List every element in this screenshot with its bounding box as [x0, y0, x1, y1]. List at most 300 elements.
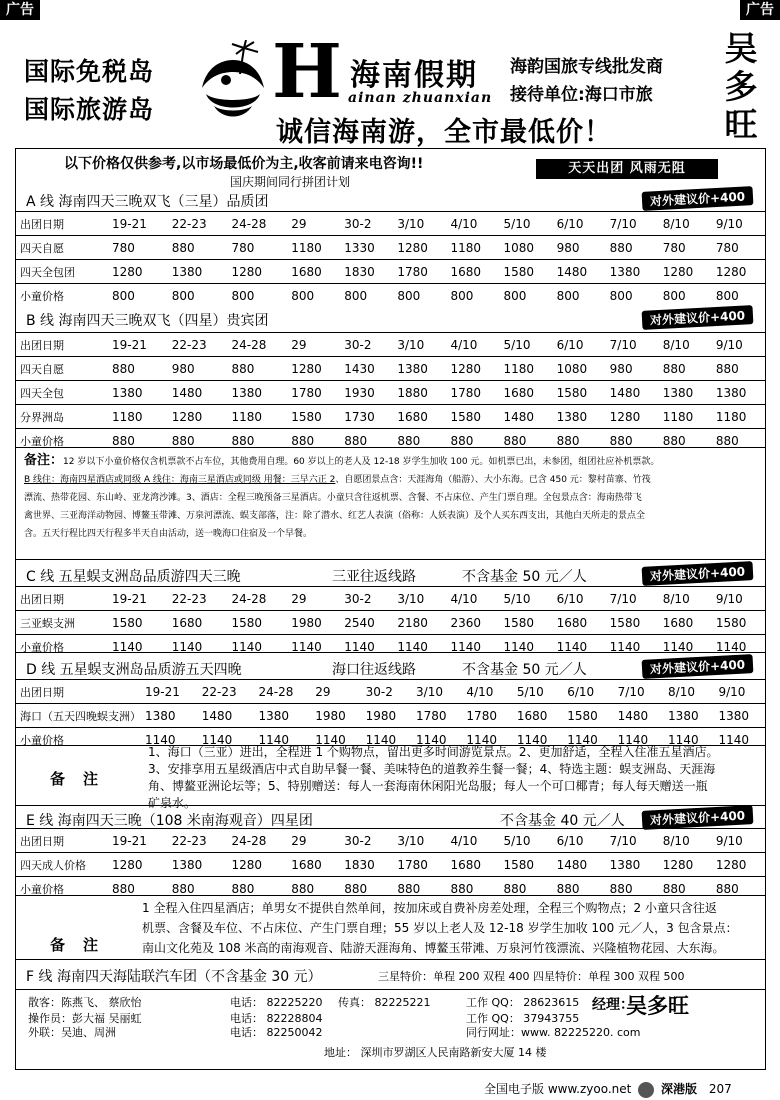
- price-cell: 1280: [227, 260, 287, 284]
- route-d-note-line: 角、博鳌亚洲论坛等；5、特别赠送：每人一套海南休闲阳光岛服；每人一个可口椰青；每人每天赠送一瓶: [148, 779, 708, 793]
- price-cell: 9/10: [712, 333, 765, 357]
- price-cell: 1580: [108, 611, 168, 635]
- route-d-title: D 线 五星蜈支洲岛品质游五天四晚: [26, 662, 242, 678]
- price-cell: 30-2: [362, 680, 412, 704]
- qq-1: 工作 QQ： 28623615: [466, 996, 580, 1009]
- price-cell: 1380: [393, 357, 446, 381]
- table-row: [16, 405, 765, 429]
- price-cell: 1680: [659, 611, 712, 635]
- price-cell: 30-2: [340, 587, 393, 611]
- price-cell: 780: [108, 236, 168, 260]
- price-cell: 880: [108, 877, 168, 901]
- price-cell: 1480: [614, 704, 664, 728]
- price-cell: 1140: [254, 728, 311, 752]
- price-cell: 800: [393, 284, 446, 308]
- route-e-notes-label: 备注: [50, 936, 117, 954]
- price-cell: 7/10: [606, 587, 659, 611]
- price-cell: 1180: [108, 405, 168, 429]
- notes-title: 备注：: [24, 453, 64, 468]
- price-cell: 1080: [553, 357, 606, 381]
- table-row: [16, 212, 765, 236]
- price-cell: 1180: [659, 405, 712, 429]
- notes-line-1: 12 岁以下小童价格仅含机票款不占车位，其他费用自理。60 岁以上的老人及 12-18 岁学生加收 100 元。如机票已出，未参团，组团社应补机票款。: [63, 457, 660, 467]
- zyoo-logo-icon: [638, 1082, 654, 1098]
- price-cell: 880: [446, 429, 499, 453]
- price-cell: 1380: [606, 260, 659, 284]
- qq-2: 工作 QQ： 37943755: [466, 1012, 580, 1025]
- price-cell: 22-23: [168, 829, 228, 853]
- ad-label-right: 广告: [740, 0, 780, 20]
- notes-line-3: 漂流、热带花园、东山岭、亚龙湾沙滩。3、酒店：全程三晚预备三星酒店。小童只含往返机票、含餐、不占床位、产生门票自理。全包景点含：海南热带飞: [24, 493, 642, 503]
- route-f-title: F 线 海南四天海陆联汽车团（不含基金 30 元）: [26, 969, 322, 985]
- price-cell: 1980: [362, 704, 412, 728]
- price-cell: 1580: [553, 381, 606, 405]
- price-cell: 880: [393, 877, 446, 901]
- route-c: [16, 559, 765, 654]
- price-cell: 880: [659, 357, 712, 381]
- route-e-title: E 线 海南四天三晚（108 米南海观音）四星团: [26, 813, 313, 829]
- price-cell: 1140: [553, 635, 606, 659]
- header: [0, 22, 780, 146]
- table-row: [16, 381, 765, 405]
- price-cell: 880: [340, 877, 393, 901]
- price-cell: 6/10: [553, 829, 606, 853]
- price-cell: 1140: [362, 728, 412, 752]
- footer-site: 全国电子版 www.zyoo.net: [484, 1082, 632, 1096]
- price-cell: 19-21: [141, 680, 198, 704]
- price-cell: 1140: [446, 635, 499, 659]
- price-cell: 880: [446, 877, 499, 901]
- route-d-notes-text: [148, 744, 719, 812]
- table-row: [16, 680, 765, 704]
- row-label: 小童价格: [16, 877, 108, 901]
- ad-label-left: 广告: [0, 0, 40, 20]
- price-cell: 1280: [108, 853, 168, 877]
- table-row: [16, 704, 765, 728]
- price-notice: 以下价格仅供参考,以市场最低价为主,收客前请来电咨询!!: [64, 156, 424, 172]
- price-cell: 1680: [168, 611, 228, 635]
- price-cell: 1680: [287, 853, 340, 877]
- price-cell: 30-2: [340, 212, 393, 236]
- price-cell: 1480: [553, 260, 606, 284]
- price-cell: 4/10: [446, 587, 499, 611]
- price-cell: 880: [553, 877, 606, 901]
- retail-names: 陈燕飞、 蔡欣怡: [61, 996, 142, 1009]
- price-cell: 19-21: [108, 212, 168, 236]
- price-cell: 6/10: [553, 333, 606, 357]
- price-cell: 800: [712, 284, 765, 308]
- notes-hotel-line: B 线住：海南四星酒店或同级 A 线住：海南三星酒店或同级 用餐：三早六正 2: [24, 475, 336, 485]
- price-cell: 24-28: [227, 587, 287, 611]
- row-label: 出团日期: [16, 680, 141, 704]
- price-cell: 9/10: [712, 587, 765, 611]
- route-d-note-line: 矿泉水。: [148, 796, 197, 810]
- price-cell: 1330: [340, 236, 393, 260]
- slogan-duty-free: 国际免税岛: [24, 57, 155, 86]
- price-cell: 1580: [227, 611, 287, 635]
- price-cell: 3/10: [393, 829, 446, 853]
- route-e: [16, 805, 765, 896]
- price-cell: 880: [227, 357, 287, 381]
- price-cell: 1380: [606, 853, 659, 877]
- table-row: [16, 635, 765, 659]
- price-cell: 1580: [712, 611, 765, 635]
- price-cell: 1180: [500, 357, 553, 381]
- price-cell: 29: [311, 680, 361, 704]
- route-d-fund: 不含基金 50 元／人: [462, 662, 587, 678]
- price-cell: 1140: [500, 635, 553, 659]
- route-a-table: [16, 211, 765, 308]
- notes-line-2: 、自愿团景点含：天涯海角（船游）、大小东海。已含 450 元：黎村苗寨、竹筏: [335, 475, 651, 485]
- price-cell: 1580: [563, 704, 613, 728]
- price-cell: 24-28: [227, 333, 287, 357]
- price-cell: 29: [287, 829, 340, 853]
- price-cell: 880: [712, 357, 765, 381]
- price-cell: 1680: [287, 260, 340, 284]
- price-cell: 880: [393, 429, 446, 453]
- price-cell: 780: [659, 236, 712, 260]
- price-cell: 3/10: [393, 333, 446, 357]
- price-cell: 1780: [412, 704, 462, 728]
- route-d: [16, 652, 765, 747]
- price-cell: 1880: [393, 381, 446, 405]
- price-cell: 1430: [340, 357, 393, 381]
- phone-1: 电话： 82225220: [230, 996, 323, 1009]
- row-label: 出团日期: [16, 333, 108, 357]
- price-cell: 1380: [712, 381, 765, 405]
- liaison-names: 吴迪、周洲: [61, 1026, 116, 1039]
- price-cell: 1280: [393, 236, 446, 260]
- price-cell: 1140: [664, 728, 714, 752]
- price-cell: 800: [340, 284, 393, 308]
- daily-departure-stamp: 天天出团 风雨无阻: [536, 159, 718, 179]
- price-cell: 1780: [446, 381, 499, 405]
- price-cell: 1380: [664, 704, 714, 728]
- row-label: 小童价格: [16, 284, 108, 308]
- brand-name-en: ainan zhuanxian: [348, 90, 493, 106]
- route-b-notes: [16, 447, 765, 543]
- route-c-fund: 不含基金 50 元／人: [462, 569, 587, 585]
- price-sheet: [15, 148, 766, 1070]
- price-cell: 1140: [614, 728, 664, 752]
- price-cell: 1680: [513, 704, 563, 728]
- price-cell: 880: [340, 429, 393, 453]
- price-cell: 1140: [227, 635, 287, 659]
- price-cell: 880: [287, 877, 340, 901]
- price-cell: 780: [227, 236, 287, 260]
- price-cell: 1140: [393, 635, 446, 659]
- notes-line-4: 禽世界、三亚海洋动物园、博鳌玉带滩、万泉河漂流、蜈支部落，注：除了潜水、红艺人表演（俗称：人妖表演）及个人买东西支出，其他白天所走的景点全: [24, 511, 646, 521]
- route-e-table: [16, 828, 765, 901]
- liaison-label: 外联：: [28, 1026, 61, 1039]
- price-cell: 24-28: [254, 680, 311, 704]
- route-d-note-line: 3、安排享用五星级酒店中式自助早餐一餐、美味特色的道教养生餐一餐；4、特选主题：蜈支洲岛、天涯海: [148, 762, 716, 776]
- route-c-route: 三亚往返线路: [332, 569, 416, 585]
- price-cell: 800: [606, 284, 659, 308]
- row-label: 四天全包团: [16, 260, 108, 284]
- price-cell: 880: [606, 429, 659, 453]
- price-cell: 1980: [311, 704, 361, 728]
- phone-3: 电话： 82250042: [230, 1026, 323, 1039]
- price-cell: 1140: [168, 635, 228, 659]
- route-d-notes: [16, 745, 765, 810]
- price-cell: 8/10: [659, 587, 712, 611]
- price-cell: 1280: [712, 260, 765, 284]
- receiving-unit: 接待单位:海口市旅: [510, 85, 653, 105]
- table-row: [16, 587, 765, 611]
- price-cell: 8/10: [659, 333, 712, 357]
- price-cell: 1280: [108, 260, 168, 284]
- price-cell: 29: [287, 587, 340, 611]
- website: 同行网址：www. 82225220. com: [466, 1026, 641, 1039]
- price-cell: 1780: [393, 853, 446, 877]
- price-cell: 1380: [168, 853, 228, 877]
- price-cell: 1280: [168, 405, 228, 429]
- liaison-contacts: [28, 1024, 116, 1040]
- price-cell: 1140: [198, 728, 255, 752]
- row-label: 四天成人价格: [16, 853, 108, 877]
- table-row: [16, 357, 765, 381]
- price-cell: 1680: [553, 611, 606, 635]
- price-cell: 5/10: [500, 829, 553, 853]
- price-cell: 1480: [198, 704, 255, 728]
- price-cell: 8/10: [659, 829, 712, 853]
- price-cell: 1180: [227, 405, 287, 429]
- price-cell: 980: [553, 236, 606, 260]
- price-cell: 1380: [659, 381, 712, 405]
- price-cell: 1380: [553, 405, 606, 429]
- price-cell: 1180: [712, 405, 765, 429]
- route-d-note-line: 1、海口（三亚）进出，全程进 1 个购物点，留出更多时间游览景点。2、更加舒适，全程入住准五星酒店。: [148, 745, 719, 759]
- price-cell: 19-21: [108, 829, 168, 853]
- price-cell: 29: [287, 333, 340, 357]
- row-label: 四天自愿: [16, 236, 108, 260]
- price-cell: 1380: [168, 260, 228, 284]
- retail-contacts: [28, 994, 142, 1010]
- price-cell: 4/10: [446, 212, 499, 236]
- table-row: [16, 260, 765, 284]
- price-cell: 1580: [606, 611, 659, 635]
- route-c-table: [16, 586, 765, 659]
- row-label: 小童价格: [16, 728, 141, 752]
- price-cell: 800: [108, 284, 168, 308]
- route-e-note-line: 南山文化苑及 108 米高的南海观音、陆游天涯海角、博鳌玉带滩、万泉河竹筏漂流、兴隆植物花园、大东海。: [142, 941, 725, 955]
- price-cell: 1980: [287, 611, 340, 635]
- price-cell: 980: [606, 357, 659, 381]
- price-cell: 880: [168, 236, 228, 260]
- price-cell: 880: [227, 877, 287, 901]
- route-f: [16, 959, 765, 989]
- price-cell: 8/10: [659, 212, 712, 236]
- price-cell: 800: [446, 284, 499, 308]
- price-cell: 1140: [714, 728, 765, 752]
- route-d-notes-label: 备注: [50, 770, 117, 788]
- row-label: 小童价格: [16, 635, 108, 659]
- price-cell: 1280: [659, 260, 712, 284]
- price-cell: 5/10: [513, 680, 563, 704]
- route-d-route: 海口往返线路: [332, 662, 416, 678]
- price-cell: 880: [659, 877, 712, 901]
- price-cell: 24-28: [227, 829, 287, 853]
- price-cell: 22-23: [168, 587, 228, 611]
- price-cell: 880: [606, 877, 659, 901]
- price-cell: 880: [712, 429, 765, 453]
- price-cell: 1140: [712, 635, 765, 659]
- row-label: 出团日期: [16, 587, 108, 611]
- price-cell: 1140: [513, 728, 563, 752]
- row-label: 小童价格: [16, 429, 108, 453]
- price-cell: 5/10: [500, 212, 553, 236]
- suggested-price-badge: 对外建议价+400: [641, 561, 753, 586]
- price-cell: 800: [287, 284, 340, 308]
- tagline: 诚信海南游，全市最低价！: [276, 117, 612, 148]
- price-cell: 7/10: [606, 829, 659, 853]
- price-cell: 1480: [553, 853, 606, 877]
- price-cell: 880: [500, 877, 553, 901]
- price-cell: 9/10: [712, 212, 765, 236]
- price-cell: 1140: [340, 635, 393, 659]
- price-cell: 6/10: [553, 587, 606, 611]
- price-cell: 1380: [141, 704, 198, 728]
- route-b-title: B 线 海南四天三晚双飞（四星）贵宾团: [26, 313, 269, 329]
- contacts: [16, 989, 765, 1069]
- price-cell: 4/10: [462, 680, 512, 704]
- price-cell: 7/10: [606, 212, 659, 236]
- suggested-price-badge: 对外建议价+400: [641, 305, 753, 330]
- price-cell: 30-2: [340, 333, 393, 357]
- price-cell: 1480: [606, 381, 659, 405]
- price-cell: 2360: [446, 611, 499, 635]
- price-cell: 9/10: [712, 829, 765, 853]
- row-label: 出团日期: [16, 829, 108, 853]
- price-cell: 7/10: [606, 333, 659, 357]
- page-number: 207: [708, 1082, 732, 1096]
- price-cell: 1280: [606, 405, 659, 429]
- row-label: 四天自愿: [16, 357, 108, 381]
- price-cell: 880: [712, 877, 765, 901]
- price-cell: 19-21: [108, 587, 168, 611]
- price-cell: 1380: [714, 704, 765, 728]
- price-cell: 1140: [563, 728, 613, 752]
- fax: 传真： 82225221: [338, 996, 431, 1009]
- price-cell: 1140: [141, 728, 198, 752]
- table-row: [16, 829, 765, 853]
- price-cell: 880: [553, 429, 606, 453]
- price-cell: 1480: [168, 381, 228, 405]
- operator-label: 操作员：: [28, 1012, 72, 1025]
- price-cell: 1580: [446, 405, 499, 429]
- price-cell: 800: [227, 284, 287, 308]
- price-cell: 1080: [500, 236, 553, 260]
- price-cell: 1140: [606, 635, 659, 659]
- price-cell: 1140: [462, 728, 512, 752]
- retail-label: 散客：: [28, 996, 61, 1009]
- row-label: 出团日期: [16, 212, 108, 236]
- suggested-price-badge: 对外建议价+400: [641, 654, 753, 679]
- table-row: [16, 333, 765, 357]
- price-cell: 780: [712, 236, 765, 260]
- route-c-title: C 线 五星蜈支洲岛品质游四天三晚: [26, 569, 241, 585]
- price-cell: 1140: [412, 728, 462, 752]
- price-cell: 1280: [659, 853, 712, 877]
- price-cell: 880: [108, 429, 168, 453]
- price-cell: 1580: [500, 611, 553, 635]
- route-d-table: [16, 679, 765, 752]
- price-cell: 800: [659, 284, 712, 308]
- row-label: 分界洲岛: [16, 405, 108, 429]
- price-cell: 24-28: [227, 212, 287, 236]
- slogan-tourism-island: 国际旅游岛: [24, 95, 155, 124]
- footer-edition: 深港版: [661, 1082, 698, 1096]
- price-cell: 1680: [500, 381, 553, 405]
- manager-label: 经理：: [592, 997, 634, 1013]
- price-cell: 1280: [446, 357, 499, 381]
- notes-line-5: 含。五天行程比四天行程多半天自由活动，送一晚海口住宿及一个早餐。: [24, 529, 313, 539]
- price-cell: 1380: [254, 704, 311, 728]
- price-cell: 1830: [340, 260, 393, 284]
- row-label: 三亚蜈支洲: [16, 611, 108, 635]
- price-cell: 1680: [446, 853, 499, 877]
- price-cell: 2540: [340, 611, 393, 635]
- price-cell: 22-23: [198, 680, 255, 704]
- route-e-fund: 不含基金 40 元／人: [500, 813, 625, 829]
- price-cell: 1680: [446, 260, 499, 284]
- route-e-note-line: 1 全程入住四星酒店；单男女不提供自然单间，按加床或自费补房差处理，全程三个购物点；2 小童只含往返: [142, 901, 717, 915]
- table-row: [16, 236, 765, 260]
- price-cell: 4/10: [446, 829, 499, 853]
- row-label: 海口（五天四晚蜈支洲）: [16, 704, 141, 728]
- price-cell: 1780: [287, 381, 340, 405]
- price-cell: 1830: [340, 853, 393, 877]
- price-cell: 3/10: [393, 212, 446, 236]
- price-cell: 7/10: [614, 680, 664, 704]
- price-cell: 29: [287, 212, 340, 236]
- price-cell: 1140: [659, 635, 712, 659]
- price-cell: 1180: [446, 236, 499, 260]
- route-e-note-line: 机票、含餐及车位、不占床位、产生门票自理；55 岁以上老人及 12-18 岁学生加收 100 元／人，3 包含景点：: [142, 921, 738, 935]
- price-cell: 800: [553, 284, 606, 308]
- price-cell: 880: [108, 357, 168, 381]
- price-cell: 880: [659, 429, 712, 453]
- price-cell: 880: [168, 877, 228, 901]
- price-cell: 22-23: [168, 212, 228, 236]
- price-cell: 1930: [340, 381, 393, 405]
- price-cell: 6/10: [553, 212, 606, 236]
- table-row: [16, 284, 765, 308]
- manager-name: 吴多旺: [626, 994, 689, 1018]
- suggested-price-badge: 对外建议价+400: [641, 805, 753, 830]
- price-cell: 19-21: [108, 333, 168, 357]
- price-cell: 1140: [287, 635, 340, 659]
- price-cell: 5/10: [500, 587, 553, 611]
- price-cell: 4/10: [446, 333, 499, 357]
- price-cell: 980: [168, 357, 228, 381]
- address: 地址： 深圳市罗湖区人民南路新安大厦 14 楼: [324, 1046, 547, 1059]
- price-cell: 880: [227, 429, 287, 453]
- operator-names: 彭大福 吴丽虹: [72, 1012, 142, 1025]
- price-cell: 6/10: [563, 680, 613, 704]
- table-row: [16, 853, 765, 877]
- vendor-name: 吴多旺: [724, 29, 758, 144]
- price-cell: 800: [500, 284, 553, 308]
- price-cell: 1280: [227, 853, 287, 877]
- price-cell: 1680: [393, 405, 446, 429]
- group-plan-note: 国庆期间同行拼团计划: [230, 175, 351, 189]
- price-cell: 880: [606, 236, 659, 260]
- suggested-price-badge: 对外建议价+400: [641, 186, 753, 211]
- price-cell: 1280: [712, 853, 765, 877]
- price-cell: 1480: [500, 405, 553, 429]
